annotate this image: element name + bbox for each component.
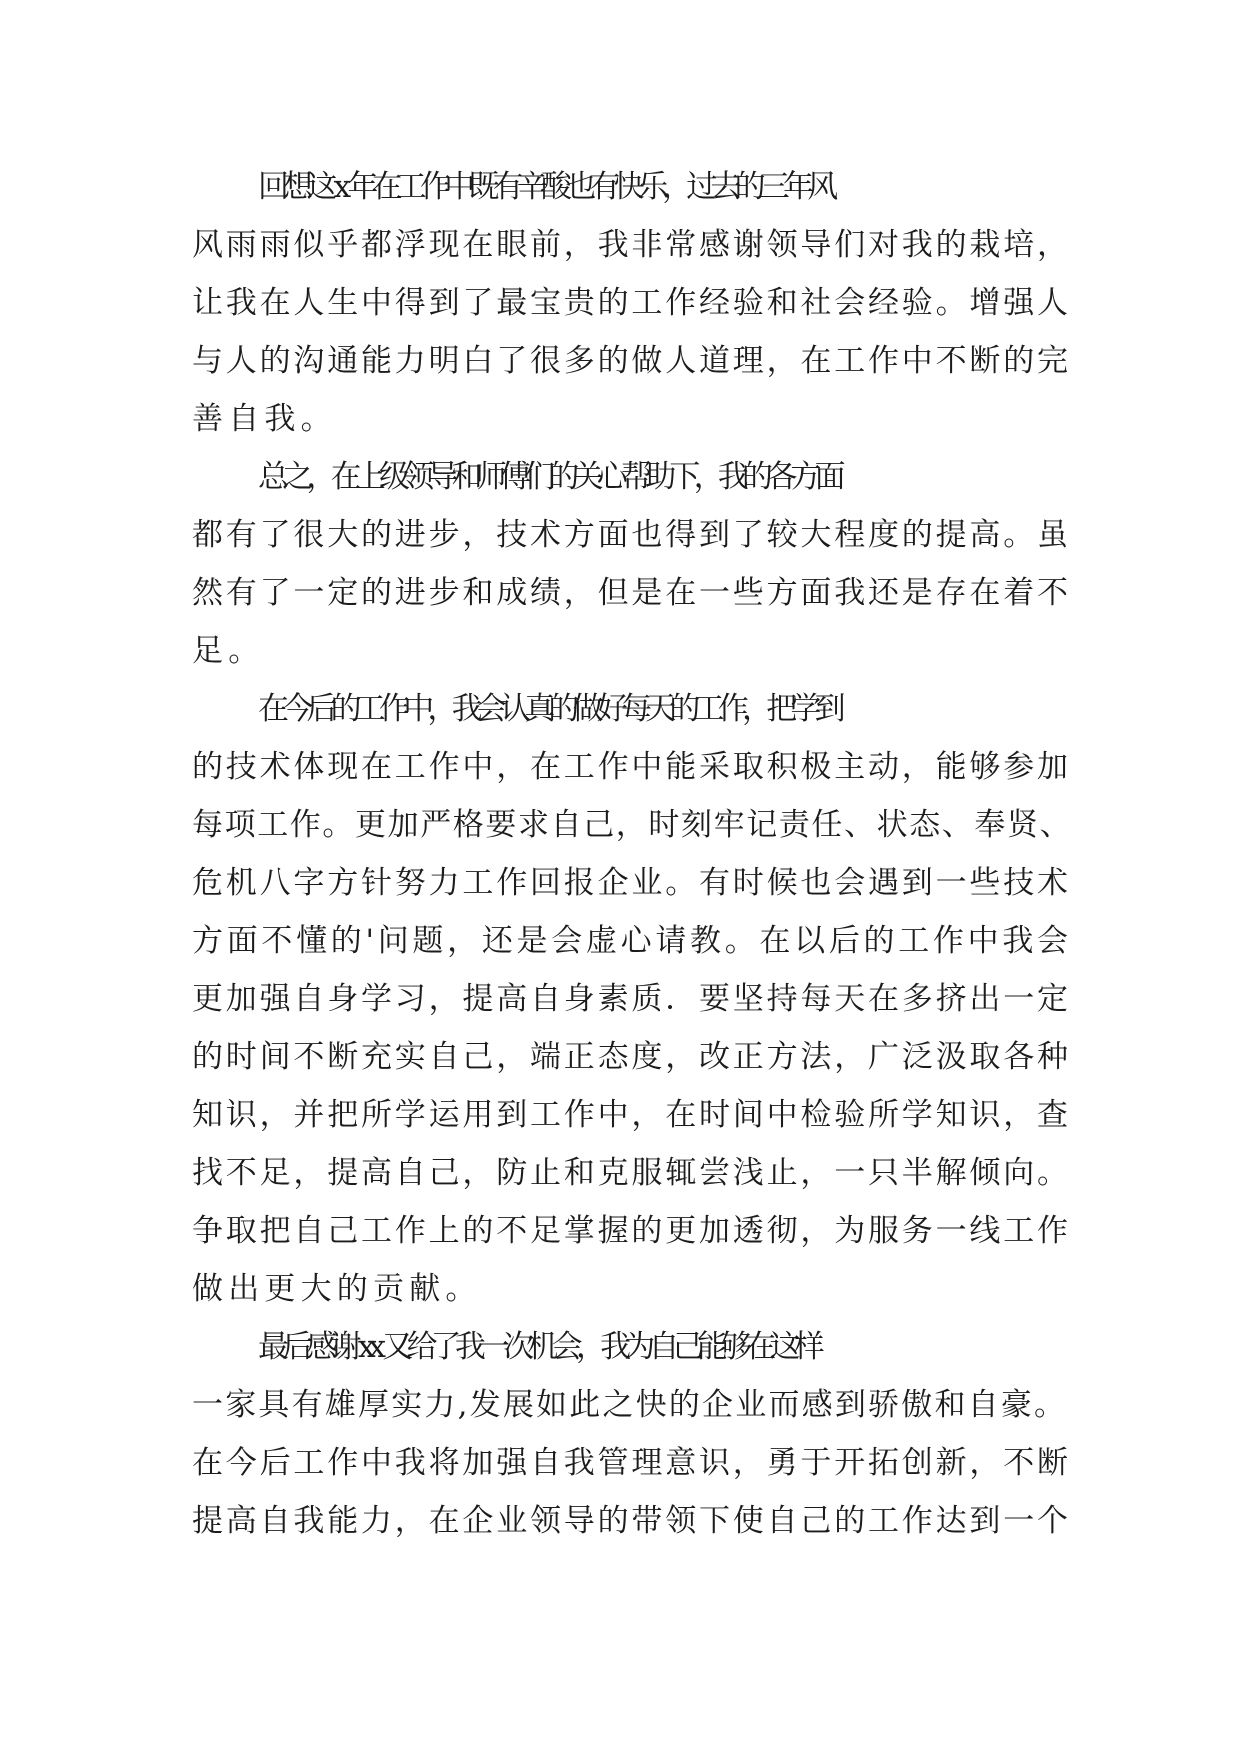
text-line: 在今后的工作中，我会认真的做好每天的工作，把学到 [258, 691, 839, 727]
paragraph-2 [192, 448, 1072, 680]
text-line: 做出更大的贡献。 [192, 1271, 482, 1307]
text-line: 找不足，提高自己，防止和克服辄尝浅止，一只半解倾向。 [192, 1155, 1071, 1191]
text-line: 在今后工作中我将加强自我管理意识，勇于开拓创新，不断 [192, 1445, 1071, 1481]
text-line: 更加强自身学习，提高自身素质．要坚持每天在多挤出一定 [192, 981, 1071, 1017]
text-line: 与人的沟通能力明白了很多的做人道理，在工作中不断的完 [192, 343, 1071, 379]
paragraph-4 [192, 1318, 1072, 1550]
text-line: 风雨雨似乎都浮现在眼前，我非常感谢领导们对我的栽培， [192, 227, 1071, 263]
text-line: 总之，在上级领导和师傅们的关心帮助下，我的各方面 [258, 459, 839, 495]
paragraph-1 [192, 158, 1072, 448]
text-line: 最后感谢 xx 又给了我一次机会，我为自己能够在这样 [258, 1329, 818, 1365]
document-body [192, 158, 1072, 1550]
text-line: 让我在人生中得到了最宝贵的工作经验和社会经验。增强人 [192, 285, 1071, 321]
text-line: 争取把自己工作上的不足掌握的更加透彻，为服务一线工作 [192, 1213, 1071, 1249]
text-line: 知识，并把所学运用到工作中，在时间中检验所学知识，查 [192, 1097, 1071, 1133]
text-line: 每项工作。更加严格要求自己，时刻牢记责任、状态、奉贤、 [192, 807, 1073, 843]
text-line: 足。 [192, 633, 265, 669]
text-line: 都有了很大的进步，技术方面也得到了较大程度的提高。虽 [192, 517, 1071, 553]
text-line: 危机八字方针努力工作回报企业。有时候也会遇到一些技术 [192, 865, 1071, 901]
text-line: 的时间不断充实自己，端正态度，改正方法，广泛汲取各种 [192, 1039, 1071, 1075]
text-line: 回想这 x 年在工作中既有辛酸也有快乐，过去的三年风 [258, 169, 832, 205]
text-line: 善自我。 [192, 401, 337, 437]
text-line: 提高自我能力，在企业领导的带领下使自己的工作达到一个 [192, 1503, 1071, 1539]
text-line: 方面不懂的'问题，还是会虚心请教。在以后的工作中我会 [192, 923, 1072, 959]
paragraph-3 [192, 680, 1072, 1318]
text-line: 的技术体现在工作中，在工作中能采取积极主动，能够参加 [192, 749, 1071, 785]
text-line: 然有了一定的进步和成绩，但是在一些方面我还是存在着不 [192, 575, 1071, 611]
text-line: 一家具有雄厚实力,发展如此之快的企业而感到骄傲和自豪。 [192, 1387, 1068, 1423]
